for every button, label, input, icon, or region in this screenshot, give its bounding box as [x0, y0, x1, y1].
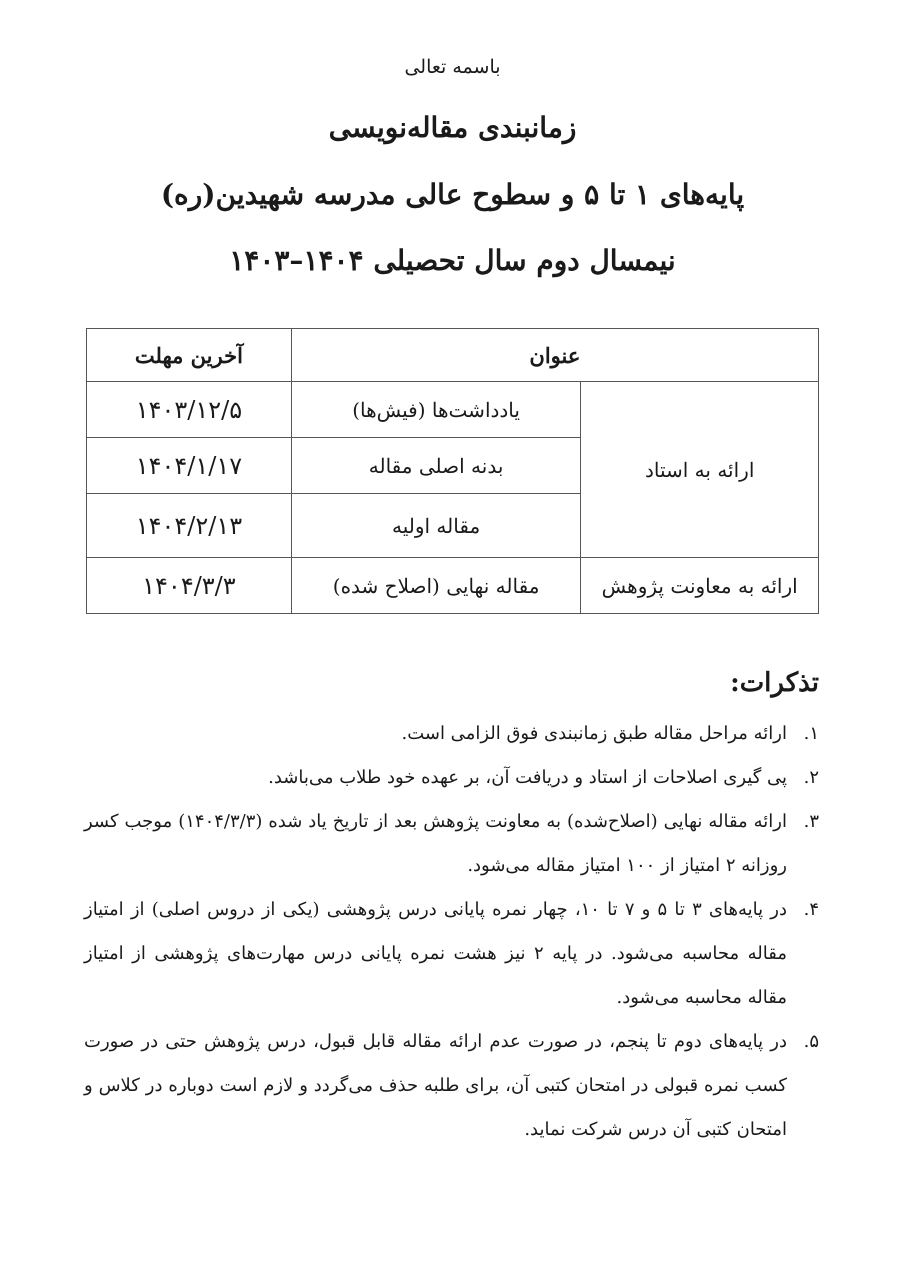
- table-header-row: [87, 329, 819, 382]
- note-item: [84, 1020, 819, 1152]
- note-text: در پایه‌های ۳ تا ۵ و ۷ تا ۱۰، چهار نمره پایانی درس پژوهشی (یکی از دروس اصلی) از امتیاز مقاله محاسبه می‌شود. در پایه ۲ نیز هشت نمره پایانی درس مهارت‌های پژوهشی از امتیاز مقاله محاسبه می‌شود.: [84, 899, 788, 1008]
- note-number: ۲.: [803, 767, 819, 788]
- date-cell: ۱۴۰۳/۱۲/۵: [87, 382, 292, 438]
- item-cell: مقاله نهایی (اصلاح شده): [291, 558, 581, 614]
- item-cell: مقاله اولیه: [291, 494, 581, 558]
- basmala: باسمه تعالی: [404, 56, 501, 78]
- item-cell: یادداشت‌ها (فیش‌ها): [291, 382, 581, 438]
- date-cell: ۱۴۰۴/۲/۱۳: [87, 494, 292, 558]
- term-title: نیمسال دوم سال تحصیلی ۱۴۰۴–۱۴۰۳: [229, 244, 676, 277]
- note-number: ۳.: [803, 811, 819, 832]
- note-item: [84, 888, 819, 1020]
- table-row: [87, 382, 819, 438]
- schedule-table: [86, 328, 819, 614]
- page-subtitle: پایه‌های ۱ تا ۵ و سطوح عالی مدرسه شهیدین(ره): [160, 178, 745, 211]
- note-text: ارائه مقاله نهایی (اصلاح‌شده) به معاونت پژوهش بعد از تاریخ یاد شده (۱۴۰۴/۳/۳) موجب کسر روزانه ۲ امتیاز از ۱۰۰ امتیاز مقاله می‌شود.: [84, 811, 787, 876]
- notes-list: [84, 712, 819, 1152]
- note-number: ۱.: [803, 723, 819, 744]
- header-deadline-cell: آخرین مهلت: [87, 329, 292, 382]
- note-item: [84, 712, 819, 756]
- note-item: [84, 800, 819, 888]
- note-text: ارائه مراحل مقاله طبق زمانبندی فوق الزامی است.: [401, 723, 787, 744]
- group-cell-professor: ارائه به استاد: [581, 382, 819, 558]
- page-title: زمانبندی مقاله‌نویسی: [328, 111, 577, 144]
- date-cell: ۱۴۰۴/۳/۳: [87, 558, 292, 614]
- table-row: [87, 558, 819, 614]
- note-text: پی گیری اصلاحات از استاد و دریافت آن، بر عهده خود طلاب می‌باشد.: [268, 767, 787, 788]
- header-title-cell: عنوان: [291, 329, 818, 382]
- notes-heading: تذکرات:: [730, 668, 819, 698]
- note-number: ۵.: [803, 1031, 819, 1052]
- date-cell: ۱۴۰۴/۱/۱۷: [87, 438, 292, 494]
- note-text: در پایه‌های دوم تا پنجم، در صورت عدم ارائه مقاله قابل قبول، درس پژوهش حتی در صورت کسب نمره قبولی در امتحان کتبی آن، برای طلبه حذف می‌گردد و لازم است دوباره در کلاس و امتحان کتبی آن درس شرکت نماید.: [84, 1031, 787, 1140]
- group-cell-research: ارائه به معاونت پژوهش: [581, 558, 819, 614]
- note-number: ۴.: [803, 899, 819, 920]
- note-item: [84, 756, 819, 800]
- item-cell: بدنه اصلی مقاله: [291, 438, 581, 494]
